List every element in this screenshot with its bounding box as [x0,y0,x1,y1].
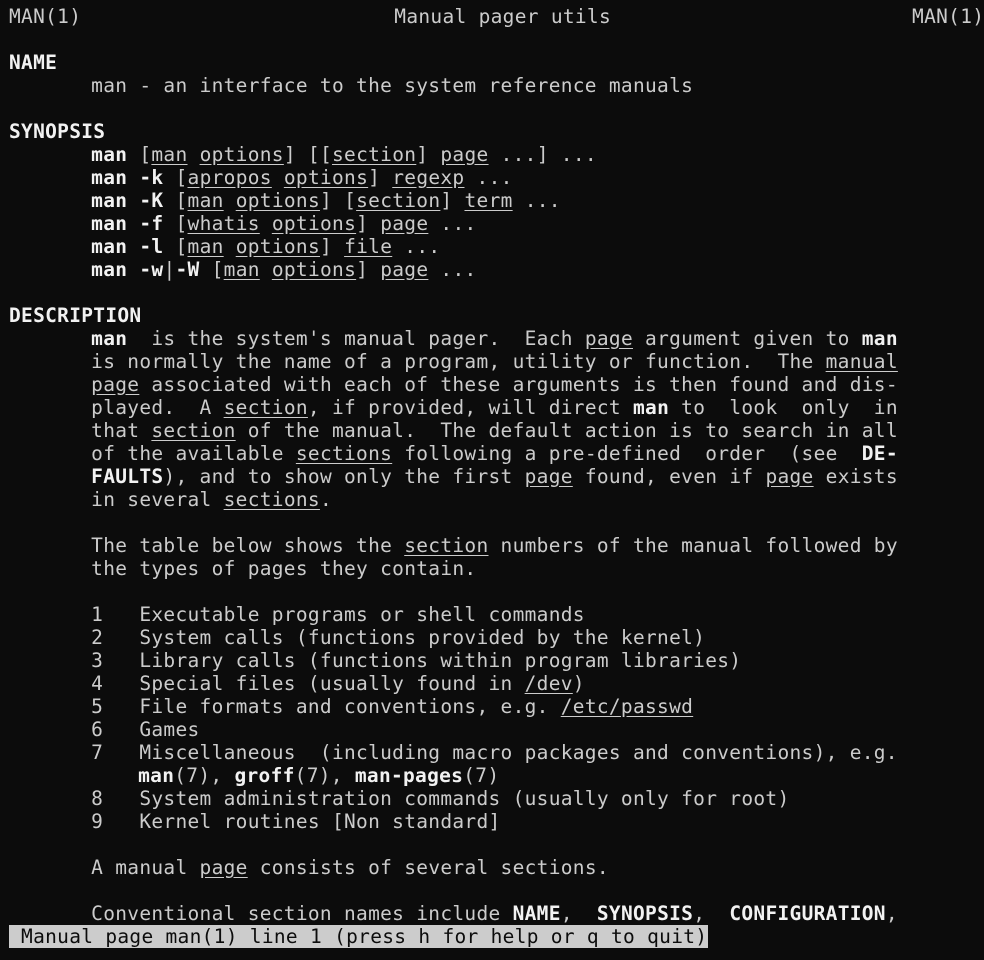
underlined-text: /etc/passwd [560,695,694,718]
text-span [260,258,272,281]
bold-text: man [861,327,898,350]
bold-text: -f [139,212,164,235]
text-span: ] [368,166,393,189]
man-line [91,718,199,741]
text-span [224,235,236,258]
text-span: argument given to [633,327,862,350]
text-span: of the available [91,442,296,465]
bold-text: -k [139,166,164,189]
text-span: (7), [174,764,235,787]
bold-text: CONFIGURATION [729,902,886,925]
text-span: that [91,419,152,442]
underlined-text: options [235,189,320,212]
bold-text: man [91,235,128,258]
underlined-text: man [151,143,188,166]
man-line [91,557,476,580]
bold-text: man [91,258,128,281]
underlined-text: regexp [392,166,465,189]
text-span: ] [440,189,465,212]
text-span: 4 Special files (usually found in [91,672,525,695]
text-span: [ [163,212,188,235]
text-span: to look only in [669,396,898,419]
bold-text: FAULTS [91,465,164,488]
text-span: following a pre-defined order (see [392,442,862,465]
text-span: Manual pager utils [394,5,612,28]
text-span: (7), [294,764,355,787]
underlined-text: page [380,212,429,235]
man-line [91,189,561,212]
pager-status-bar: Manual page man(1) line 1 (press h for help or q to quit) [9,925,708,948]
bold-text: man [91,212,128,235]
text-span [611,5,912,28]
text-span: is normally the name of a program, utility or function. The [91,350,826,373]
bold-text: SYNOPSIS [596,902,694,925]
underlined-text: sections [223,488,320,511]
bold-text: man [91,327,128,350]
text-span: 7 Miscellaneous (including macro packages and conventions), e.g. [91,741,898,764]
text-span: [ [199,258,224,281]
text-span: MAN(1) [9,5,82,28]
bold-text: man [91,189,128,212]
man-line [9,5,984,28]
bold-text: DE- [861,442,898,465]
man-line [91,695,693,718]
text-span: 2 System calls (functions provided by the kernel) [91,626,706,649]
underlined-text: man [223,258,260,281]
text-span: ...] ... [488,143,597,166]
underlined-text: section [332,143,417,166]
text-span: associated with each of these arguments is then found and dis- [139,373,898,396]
bold-text: -l [139,235,164,258]
underlined-text: man [187,235,224,258]
underlined-text: options [235,235,320,258]
text-span [127,235,139,258]
bold-text: man [633,396,670,419]
text-span [127,189,139,212]
text-span: 9 Kernel routines [Non standard] [91,810,501,833]
man-line [91,787,789,810]
underlined-text: apropos [187,166,272,189]
text-span: 8 System administration commands (usually only for root) [91,787,790,810]
man-line [91,373,898,396]
underlined-text: section [356,189,441,212]
text-span: 6 Games [91,718,200,741]
text-span [260,212,272,235]
text-span: ... [392,235,441,258]
man-line [91,350,898,373]
underlined-text: page [584,327,633,350]
man-line [91,465,898,488]
man-line [91,166,512,189]
text-span: in several [91,488,224,511]
underlined-text: /dev [524,672,573,695]
text-span: man - an interface to the system reference manuals [91,74,694,97]
underlined-text: section [151,419,236,442]
underlined-text: manual [825,350,898,373]
text-span: 3 Library calls (functions within program libraries) [91,649,742,672]
text-span: of the manual. The default action is to search in all [235,419,898,442]
text-span [272,166,284,189]
man-line [91,74,693,97]
bold-text: -K [139,189,164,212]
text-span: The table below shows the [91,534,405,557]
text-span: [ [163,189,188,212]
man-line [91,741,898,764]
man-line [91,810,500,833]
underlined-text: options [271,212,357,235]
text-span: ) [572,672,585,695]
underlined-text: page [524,465,573,488]
underlined-text: sections [295,442,393,465]
man-line [91,442,898,465]
man-line [91,235,440,258]
bold-text: groff [234,764,295,787]
bold-text: DESCRIPTION [9,304,142,327]
underlined-text: options [271,258,357,281]
text-span: MAN(1) [912,5,984,28]
man-line [91,856,609,879]
underlined-text: page [380,258,429,281]
man-line [91,649,741,672]
man-line [91,672,585,695]
text-span: ... [464,166,513,189]
text-span: ] [356,212,381,235]
bold-text: man [138,764,175,787]
man-line [91,626,705,649]
man-line [9,304,141,327]
underlined-text: options [283,166,369,189]
bold-text: NAME [512,902,561,925]
man-line [91,902,898,925]
text-span: [ [127,143,152,166]
underlined-text: options [199,143,284,166]
text-span: found, even if [572,465,766,488]
bold-text: -w [139,258,164,281]
man-line [91,534,898,557]
text-span: , if provided, will direct [307,396,633,419]
text-span: , [693,902,730,925]
bold-text: NAME [9,51,58,74]
man-line [91,488,332,511]
text-span: the types of pages they contain. [91,557,477,580]
man-line [91,143,597,166]
text-span: ] [[ [283,143,333,166]
text-span [127,212,139,235]
text-span: is the system's manual pager. Each [127,327,585,350]
text-span: ... [512,189,561,212]
text-span: ), and to show only the first [163,465,525,488]
text-span [81,5,394,28]
text-span: A manual [91,856,200,879]
text-span: ] [356,258,381,281]
bold-text: man-pages [354,764,464,787]
text-span: 1 Executable programs or shell commands [91,603,585,626]
text-span: played. A [91,396,224,419]
man-line [91,396,898,419]
underlined-text: whatis [187,212,260,235]
underlined-text: term [464,189,513,212]
text-span: ] [ [319,189,357,212]
underlined-text: man [187,189,224,212]
man-line [138,764,499,787]
bold-text: man [91,166,128,189]
underlined-text: file [344,235,393,258]
underlined-text: page [91,373,140,396]
text-span: ] [319,235,345,258]
bold-text: SYNOPSIS [9,120,106,143]
text-span [224,189,236,212]
text-span: exists [813,465,898,488]
man-line [91,258,476,281]
underlined-text: page [199,856,248,879]
text-span: 5 File formats and conventions, e.g. [91,695,561,718]
text-span: ... [428,258,477,281]
text-span: ] [416,143,441,166]
man-line [9,120,105,143]
man-line [9,51,57,74]
text-span: consists of several sections. [247,856,609,879]
bold-text: -W [175,258,200,281]
text-span: , [885,902,898,925]
text-span: [ [163,235,188,258]
text-span: numbers of the manual followed by [488,534,898,557]
text-span: . [319,488,332,511]
text-span: (7) [463,764,500,787]
underlined-text: section [223,396,308,419]
text-span: Conventional section names include [91,902,513,925]
underlined-text: page [765,465,814,488]
text-span: ... [428,212,477,235]
text-span [127,166,139,189]
underlined-text: page [440,143,489,166]
man-line [91,327,898,350]
man-line [91,419,898,442]
man-line [91,603,585,626]
text-span [127,258,139,281]
underlined-text: section [404,534,489,557]
text-span: [ [163,166,188,189]
man-line [91,212,476,235]
bold-text: man [91,143,128,166]
text-span: | [163,258,176,281]
text-span: , [560,902,597,925]
text-span [188,143,200,166]
